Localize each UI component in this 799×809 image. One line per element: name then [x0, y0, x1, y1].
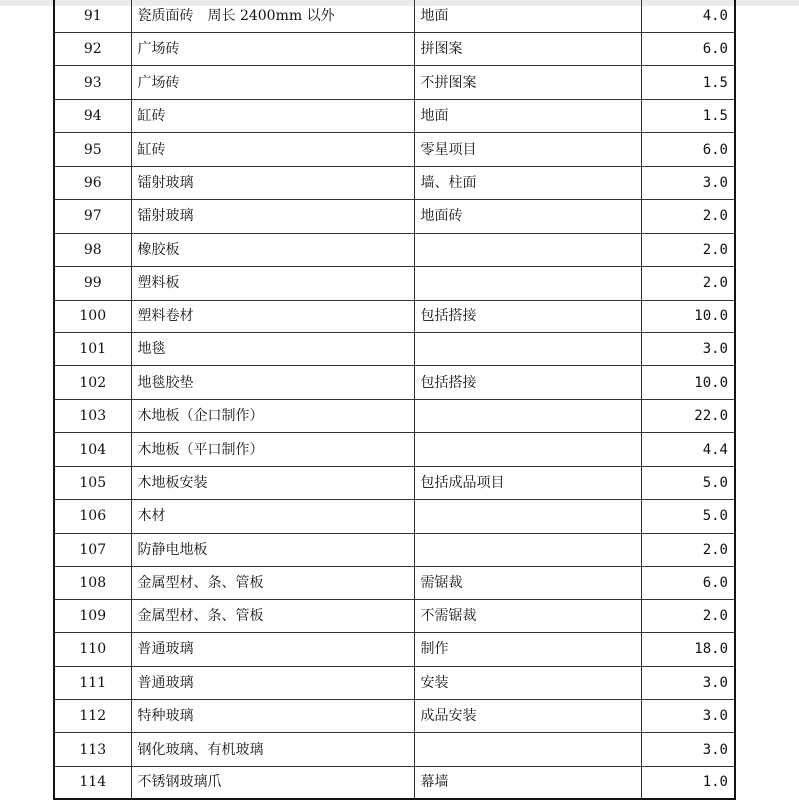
row-number: 108: [54, 567, 131, 599]
item-value: 10.0: [641, 366, 735, 399]
item-note: [414, 733, 641, 766]
item-value: 2.0: [641, 233, 735, 266]
item-name: 金属型材、条、管板: [131, 599, 414, 632]
item-note: 拼图案: [414, 32, 641, 65]
item-note: 不需锯裁: [414, 599, 641, 632]
table-body: [54, 0, 735, 799]
table-row: [54, 233, 735, 266]
item-note: 制作: [414, 633, 641, 666]
table-row: [54, 333, 735, 366]
item-note: 安装: [414, 666, 641, 699]
item-name: 钢化玻璃、有机玻璃: [131, 733, 414, 766]
table-row: [54, 399, 735, 432]
item-value: 2.0: [641, 599, 735, 632]
item-note: 需锯裁: [414, 567, 641, 599]
item-value: 10.0: [641, 300, 735, 332]
row-number: 105: [54, 466, 131, 499]
item-name: 橡胶板: [131, 233, 414, 266]
item-name: 金属型材、条、管板: [131, 567, 414, 599]
row-number: 103: [54, 399, 131, 432]
table-row: [54, 300, 735, 332]
item-value: 3.0: [641, 699, 735, 732]
table-row: [54, 599, 735, 632]
item-name: 广场砖: [131, 66, 414, 99]
item-name: 镭射玻璃: [131, 200, 414, 233]
row-number: 100: [54, 300, 131, 332]
item-note: [414, 399, 641, 432]
row-number: 112: [54, 699, 131, 732]
row-number: 95: [54, 133, 131, 166]
item-name: 普通玻璃: [131, 666, 414, 699]
row-number: 96: [54, 166, 131, 199]
row-number: 109: [54, 599, 131, 632]
row-number: 98: [54, 233, 131, 266]
item-name: 特种玻璃: [131, 699, 414, 732]
item-note: [414, 267, 641, 300]
row-number: 99: [54, 267, 131, 300]
table-row: [54, 433, 735, 466]
row-number: 94: [54, 99, 131, 132]
item-name: 防静电地板: [131, 533, 414, 566]
table-row: [54, 200, 735, 233]
table-row: [54, 32, 735, 65]
loss-rate-table: [53, 0, 736, 800]
item-note: 包括搭接: [414, 300, 641, 332]
table-row: [54, 733, 735, 766]
item-name: 塑料板: [131, 267, 414, 300]
item-value: 2.0: [641, 533, 735, 566]
table-row: [54, 633, 735, 666]
row-number: 107: [54, 533, 131, 566]
item-name: 镭射玻璃: [131, 166, 414, 199]
table-row: [54, 666, 735, 699]
item-name: 普通玻璃: [131, 633, 414, 666]
item-note: [414, 233, 641, 266]
row-number: 113: [54, 733, 131, 766]
table-row: [54, 567, 735, 599]
item-value: 4.0: [641, 0, 735, 32]
item-name: 塑料卷材: [131, 300, 414, 332]
item-note: 墙、柱面: [414, 166, 641, 199]
row-number: 111: [54, 666, 131, 699]
table-row: [54, 99, 735, 132]
item-value: 5.0: [641, 466, 735, 499]
item-note: 成品安装: [414, 699, 641, 732]
table-row: [54, 0, 735, 32]
item-name: 缸砖: [131, 99, 414, 132]
item-value: 3.0: [641, 733, 735, 766]
row-number: 93: [54, 66, 131, 99]
item-note: 包括搭接: [414, 366, 641, 399]
table-row: [54, 699, 735, 732]
row-number: 97: [54, 200, 131, 233]
item-name: 木材: [131, 500, 414, 533]
table-row: [54, 66, 735, 99]
item-note: 幕墙: [414, 766, 641, 799]
item-note: [414, 333, 641, 366]
item-value: 6.0: [641, 567, 735, 599]
item-value: 2.0: [641, 200, 735, 233]
row-number: 102: [54, 366, 131, 399]
item-note: [414, 500, 641, 533]
item-value: 1.0: [641, 766, 735, 799]
row-number: 104: [54, 433, 131, 466]
item-note: [414, 433, 641, 466]
table-row: [54, 267, 735, 300]
item-note: 包括成品项目: [414, 466, 641, 499]
row-number: 114: [54, 766, 131, 799]
item-note: 零星项目: [414, 133, 641, 166]
item-name: 木地板（平口制作）: [131, 433, 414, 466]
table-row: [54, 466, 735, 499]
item-name: 瓷质面砖 周长 2400mm 以外: [131, 0, 414, 32]
item-name: 不锈钢玻璃爪: [131, 766, 414, 799]
item-note: 地面砖: [414, 200, 641, 233]
row-number: 101: [54, 333, 131, 366]
row-number: 92: [54, 32, 131, 65]
item-value: 1.5: [641, 66, 735, 99]
item-name: 缸砖: [131, 133, 414, 166]
item-name: 广场砖: [131, 32, 414, 65]
table-row: [54, 366, 735, 399]
item-note: 地面: [414, 0, 641, 32]
item-name: 木地板（企口制作）: [131, 399, 414, 432]
item-value: 6.0: [641, 32, 735, 65]
item-value: 3.0: [641, 166, 735, 199]
table-row: [54, 166, 735, 199]
item-value: 3.0: [641, 666, 735, 699]
item-value: 4.4: [641, 433, 735, 466]
item-value: 3.0: [641, 333, 735, 366]
row-number: 91: [54, 0, 131, 32]
item-note: 不拼图案: [414, 66, 641, 99]
item-note: [414, 533, 641, 566]
row-number: 106: [54, 500, 131, 533]
item-name: 木地板安装: [131, 466, 414, 499]
item-value: 18.0: [641, 633, 735, 666]
item-value: 2.0: [641, 267, 735, 300]
table-row: [54, 133, 735, 166]
table-row: [54, 766, 735, 799]
item-name: 地毯: [131, 333, 414, 366]
item-value: 22.0: [641, 399, 735, 432]
row-number: 110: [54, 633, 131, 666]
table-row: [54, 533, 735, 566]
item-name: 地毯胶垫: [131, 366, 414, 399]
item-value: 5.0: [641, 500, 735, 533]
item-value: 1.5: [641, 99, 735, 132]
table-row: [54, 500, 735, 533]
item-note: 地面: [414, 99, 641, 132]
item-value: 6.0: [641, 133, 735, 166]
